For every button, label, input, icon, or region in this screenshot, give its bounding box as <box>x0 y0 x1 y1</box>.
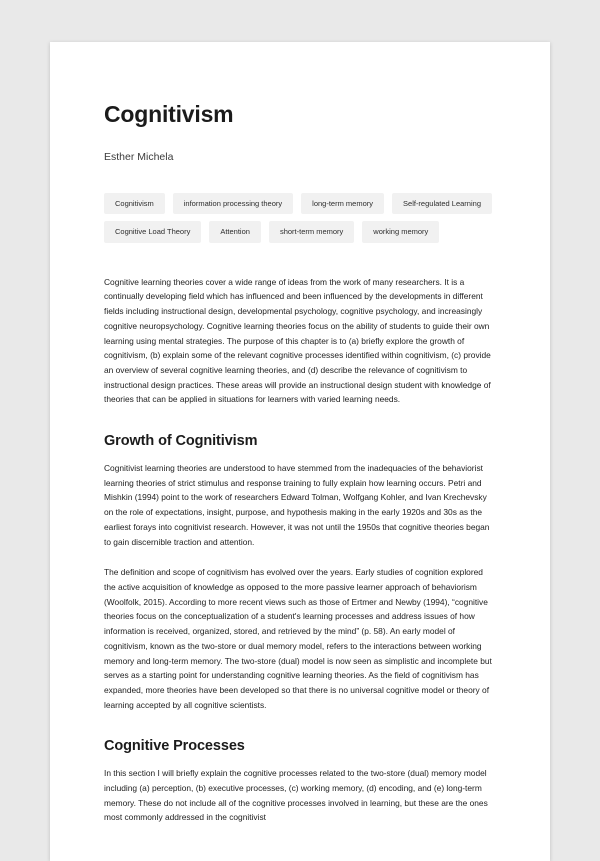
tag-item[interactable]: Cognitive Load Theory <box>104 221 201 243</box>
section-heading: Cognitive Processes <box>104 738 245 755</box>
tag-list <box>104 193 496 243</box>
tag-item[interactable]: Attention <box>209 221 261 243</box>
tag-item[interactable]: Self-regulated Learning <box>392 193 492 215</box>
tag-item[interactable]: working memory <box>362 221 439 243</box>
intro-paragraph: Cognitive learning theories cover a wide range of ideas from the work of many researchers. It is a continually developing field which has influenced and been influenced by the developments in different fields including instructional design, developmental psychology, cognitive psychology, and increasingly cognitive neuropsychology. Cognitive learning theories focus on the ability of students to guide their own learning using mental strategies. The purpose of this chapter is to (a) briefly explore the growth of cognitivism, (b) explain some of the relevant cognitive processes identified within cognitivism, (c) provide an overview of several cognitive learning theories, and (d) describe the relevance of cognitivism to instructional design practices. These areas will provide an instructional design student with knowledge of theories that can be applied in situations for learners with varied learning needs. <box>104 276 491 405</box>
document-page <box>50 42 550 861</box>
tag-item[interactable]: Cognitivism <box>104 193 165 215</box>
paragraph: Cognitivist learning theories are understood to have stemmed from the inadequacies of the behaviorist learning theories of strict stimulus and response training to fully explain how learning occurs. Petri and Mishkin (1994) point to the work of researchers Edward Tolman, Wolfgang Kohler, and Ivan Krechevsky on the role of expectations, insight, purpose, and hypothesis making in the early 1920s and 30s as the earliest forays into cognitivist research. However, it was not until the 1950s that cognitive theories began to gain discernible traction and attention. <box>104 463 490 547</box>
author-name: Esther Michela <box>104 150 174 163</box>
section-cognitive-processes <box>104 738 496 825</box>
tag-item[interactable]: long-term memory <box>301 193 384 215</box>
page-title: Cognitivism <box>104 101 234 127</box>
section-growth-of-cognitivism <box>104 433 496 712</box>
tag-item[interactable]: short-term memory <box>269 221 354 243</box>
tag-item[interactable]: information processing theory <box>173 193 293 215</box>
section-heading: Growth of Cognitivism <box>104 433 258 450</box>
paragraph: In this section I will briefly explain the cognitive processes related to the two-store (dual) memory model including (a) perception, (b) executive processes, (c) working memory, (d) encoding, and (e) long-term memory. These do not include all of the cognitive processes involved in learning, but these are the ones most commonly addressed in the cognitivist <box>104 768 488 823</box>
paragraph: The definition and scope of cognitivism has evolved over the years. Early studies of cognition explored the active acquisition of knowledge as opposed to the more passive learner approach of behaviorism (Woolfolk, 2015). According to more recent views such as those of Ertmer and Newby (1994), “cognitive theories focus on the conceptualization of a student's learning processes and address issues of how information is received, organized, stored, and retrieved by the mind” (p. 58). An early model of cognitivism, known as the two-store or dual memory model, refers to the interactions between working memory and long-term memory. The two-store (dual) model is now seen as simplistic and incomplete but serves as a starting point for understanding cognitive learning theories. As the field of cognitivism has expanded, more theories have been developed so that there is no universal cognitive model or theory of learning accepted by all cognitive scientists. <box>104 567 492 710</box>
